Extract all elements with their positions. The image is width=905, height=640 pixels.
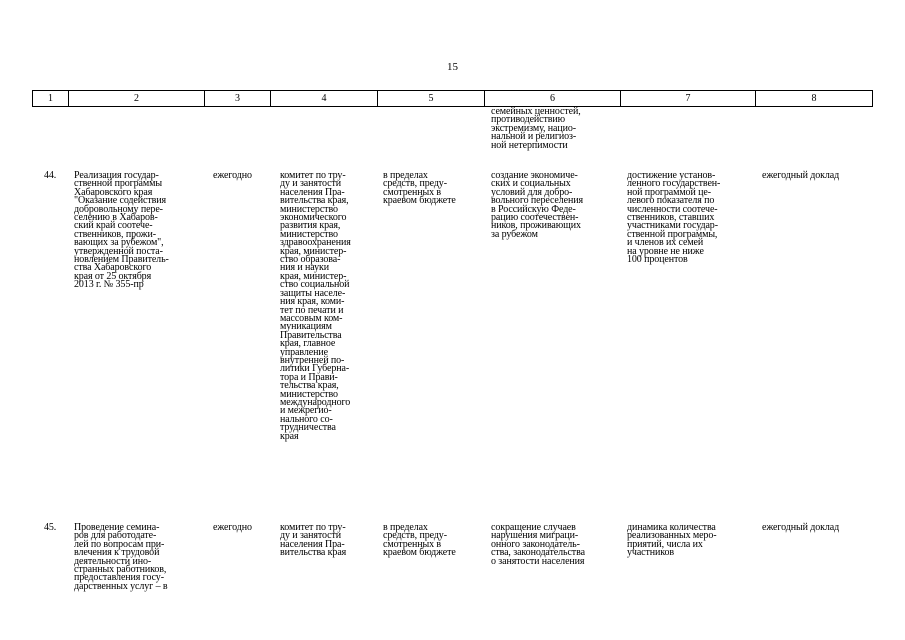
row-44-name: Реализация государ- ственной программы Хабаровского края "Оказание содействия добровольному пере- селению в Хабаров- ский край соотече- ственников, прожи- вающих за рубежом", утвержденной поста- новлением Правитель- ства Хабаровского края от 25 октября 2013 г. № 355-пр <box>74 170 169 291</box>
row-45-funding: в пределах средств, преду- смотренных в краевом бюджете <box>383 522 456 559</box>
row-45-number: 45. <box>44 522 57 533</box>
column-number-7: 7 <box>621 91 756 107</box>
row-44-number: 44. <box>44 170 57 181</box>
row-45-result: сокращение случаев нарушения миграци- онного законодатель- ства, законодательства о занятости населения <box>491 522 585 567</box>
row-45-indicator: динамика количества реализованных меро- приятий, числа их участников <box>627 522 717 559</box>
row-44-report: ежегодный доклад <box>762 170 840 181</box>
row-44-funding: в пределах средств, преду- смотренных в краевом бюджете <box>383 170 456 207</box>
column-header-row <box>32 90 873 107</box>
column-number-5: 5 <box>378 91 485 107</box>
row-44-indicator: достижение установ- ленного государствен- ной программой це- левого показателя по численности соотече- ственников, ставших участниками государ- ственной программы, и членов их семей на уровне не ниже 100 процентов <box>627 170 721 266</box>
row-44-period: ежегодно <box>213 170 252 181</box>
row-45-executors: комитет по тру- ду и занятости населения Пра- вительства края <box>280 522 347 559</box>
column-number-6: 6 <box>485 91 621 107</box>
row-44-executors: комитет по тру- ду и занятости населения Пра- вительства края, министерство экономического развития края, министерство здравоохранения края, министер- ство образова- ния и науки края, министер- ство социальной защиты населе- ния края, коми- тет по печати и массовым ком- муникациям Правительства края, главное управление внутренней по- литики Губерна- тора и Прави- тельства края, министерство международного и межрегио- нального со- трудничества края <box>280 170 351 442</box>
column-number-2: 2 <box>69 91 205 107</box>
row-44-result: создание экономиче- ских и социальных условий для добро- вольного переселения в Российскую Феде- рацию соотечествен- ников, проживающих за рубежом <box>491 170 583 240</box>
page-number: 15 <box>447 61 458 73</box>
column-number-1: 1 <box>33 91 69 107</box>
column-number-4: 4 <box>271 91 378 107</box>
row-45-period: ежегодно <box>213 522 252 533</box>
row-45-name: Проведение семина- ров для работодате- лей по вопросам при- влечения к трудовой деятельности ино- странных работников, предоставления госу- дарственных услуг – в <box>74 522 168 592</box>
carryover-col6-text: семейных ценностей, противодействию экстремизму, нацио- нальной и религиоз- ной нетерпимости <box>491 106 581 151</box>
row-45-report: ежегодный доклад <box>762 522 840 533</box>
column-number-8: 8 <box>756 91 873 107</box>
column-number-3: 3 <box>205 91 271 107</box>
